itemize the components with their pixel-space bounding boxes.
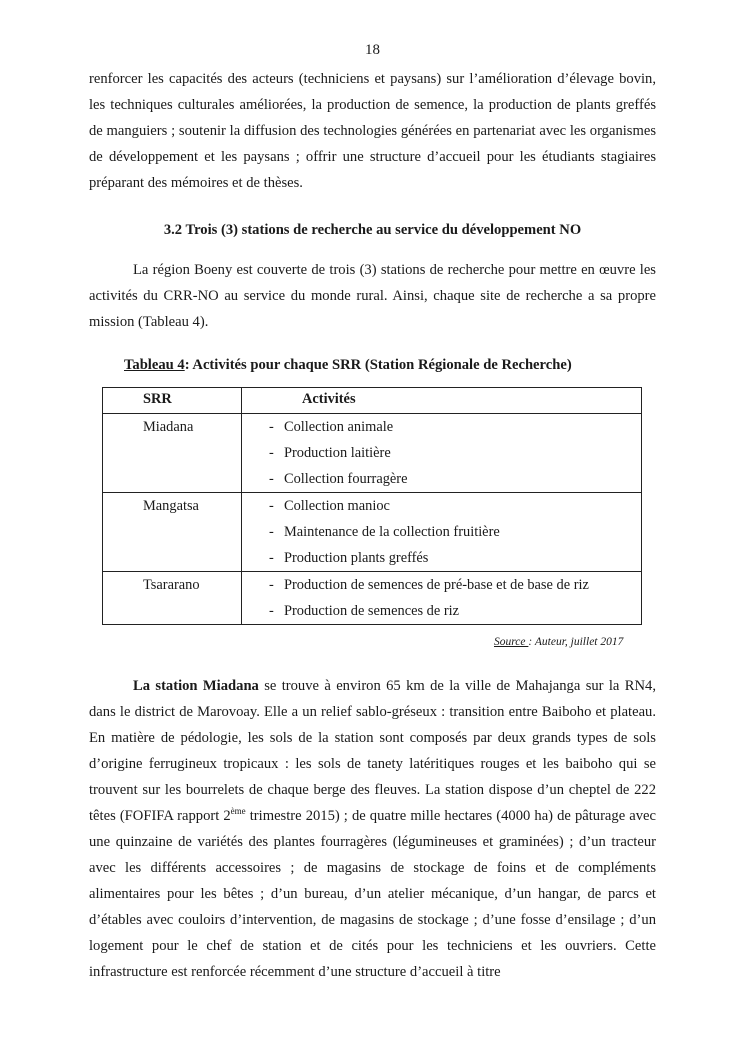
activity-item: - Collection animale <box>269 414 641 440</box>
miadana-lead: La station Miadana <box>133 678 259 694</box>
miadana-paragraph: La station Miadana se trouve à environ 65 km de la ville de Mahajanga sur la RN4, dans le district de Marovoay. Elle a un relief sablo-gréseux : transition entre Baiboho et plateau. En matière de pédologie, les sols de la station sont composés par deux grands types de sols d’origine ferrugineux tropicaux : les sols de tanety latéritiques rouges et les baiboho qui se trouvent sur les bourrelets de chaque berge des fleuves. La station dispose d’un cheptel de 222 têtes (FOFIFA rapport 2ème trimestre 2015) ; de quatre mille hectares (4000 ha) de pâturage avec une quinzaine de variétés des plantes fourragères (légumineuses et graminées) ; d’un tracteur avec les différents accessoires ; de magasins de stockage de foins et de compléments alimentaires pour les bêtes ; d’un bureau, d’un atelier mécanique, d’un hangar, de parcs et d’étables avec couloirs d’intervention, de magasins de stockage ; d’une fosse d’ensilage ; d’un logement pour le chef de station et de cités pour les techniciens et les ouvriers. Cette infrastructure est renforcée récemment d’une structure d’accueil à titre <box>89 678 656 980</box>
table-row <box>103 414 642 493</box>
header-srr: SRR <box>103 388 242 414</box>
source-label: Source <box>494 636 529 648</box>
header-activities: Activités <box>242 388 642 414</box>
table-row <box>103 493 642 572</box>
dash-bullet: - <box>269 498 274 514</box>
superscript: ème <box>230 806 246 817</box>
source-text: : Auteur, juillet 2017 <box>528 636 624 648</box>
activity-item: - Collection fourragère <box>269 466 641 492</box>
activity-item: - Production laitière <box>269 440 641 466</box>
page-number: 18 <box>365 42 380 58</box>
intro-paragraph: renforcer les capacités des acteurs (techniciens et paysans) sur l’amélioration d’élevage bovin, les techniques culturales améliorées, la production de semence, la production de plants greffés de manguiers ; soutenir la diffusion des technologies générées en partenariat avec les organismes de développement et les paysans ; offrir une structure d’accueil pour les étudiants stagiaires préparant des mémoires et de thèses. <box>89 71 656 191</box>
dash-bullet: - <box>269 603 274 619</box>
section-paragraph: La région Boeny est couverte de trois (3) stations de recherche pour mettre en œuvre les activités du CRR-NO au service du monde rural. Ainsi, chaque site de recherche a sa propre mission (Tableau 4). <box>89 262 656 330</box>
srr-name: Miadana <box>103 414 242 493</box>
activities-cell <box>242 414 642 493</box>
table-header-row <box>103 388 642 414</box>
dash-bullet: - <box>269 524 274 540</box>
table-caption <box>124 357 572 374</box>
dash-bullet: - <box>269 471 274 487</box>
dash-bullet: - <box>269 550 274 566</box>
dash-bullet: - <box>269 419 274 435</box>
dash-bullet: - <box>269 577 274 593</box>
activity-item: - Production de semences de riz <box>269 598 641 624</box>
activities-cell <box>242 493 642 572</box>
activity-item: - Maintenance de la collection fruitière <box>269 519 641 545</box>
srr-name: Tsararano <box>103 572 242 625</box>
dash-bullet: - <box>269 445 274 461</box>
activity-item: - Collection manioc <box>269 493 641 519</box>
section-heading: 3.2 Trois (3) stations de recherche au service du développement NO <box>163 222 582 238</box>
activity-item: - Production plants greffés <box>269 545 641 571</box>
srr-activities-table <box>102 387 642 625</box>
table-source <box>494 636 623 648</box>
table-caption-text: : Activités pour chaque SRR (Station Régionale de Recherche) <box>184 357 572 373</box>
activities-cell <box>242 572 642 625</box>
srr-name: Mangatsa <box>103 493 242 572</box>
table-caption-label: Tableau 4 <box>124 357 185 373</box>
table-row <box>103 572 642 625</box>
activity-item: - Production de semences de pré-base et de base de riz <box>269 572 641 598</box>
